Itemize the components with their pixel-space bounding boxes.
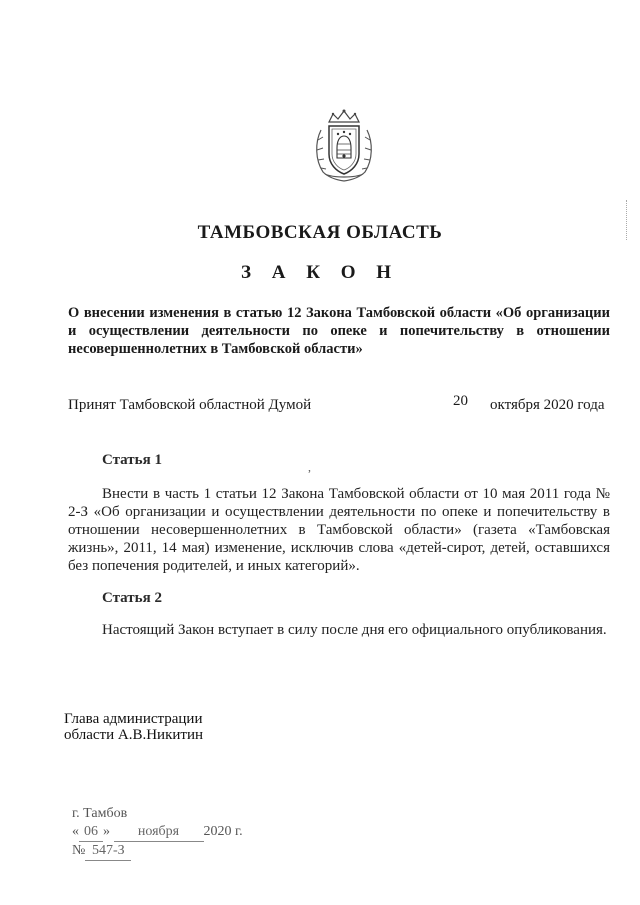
date-open-quote: « [72, 824, 79, 839]
article-2-text: Настоящий Закон вступает в силу после дня его официального опубликования. [102, 622, 607, 638]
region-title: ТАМБОВСКАЯ ОБЛАСТЬ [197, 222, 443, 243]
number-value: 547-З [85, 842, 131, 861]
article-1-text: Внести в часть 1 статьи 12 Закона Тамбовской области от 10 мая 2011 года № 2-З «Об организации и осуществлении деятельности по опеке и попечительству в отношении несовершеннолетних в Тамбовской области» (газета «Тамбовская жизнь», 2011, 14 мая) изменение, исключив слова «детей-сирот, детей, оставшихся без попечения родителей, и иных категорий». [68, 486, 610, 574]
article-2-heading: Статья 2 [102, 590, 162, 606]
signing-date [72, 823, 243, 842]
signing-month: ноября [114, 823, 204, 842]
date-close-quote: » [103, 824, 110, 839]
city: г. Тамбов [72, 806, 128, 821]
signing-year: 2020 г. [203, 824, 243, 839]
coat-of-arms-icon [313, 108, 375, 184]
place-date-number-block [72, 805, 243, 861]
adoption-month-year: октября 2020 года [490, 397, 605, 413]
adoption-day: 20 [453, 393, 468, 409]
signing-day: 06 [79, 823, 103, 842]
law-subject: О внесении изменения в статью 12 Закона Тамбовской области «Об организации и осуществлении деятельности по опеке и попечительству в отношении несовершеннолетних в Тамбовской области» [68, 305, 610, 357]
law-number [72, 842, 243, 861]
signature-title: Глава администрации [64, 711, 203, 727]
signature-block [64, 711, 203, 743]
adopted-by-text: Принят Тамбовской областной Думой [68, 397, 312, 413]
signature-name: области А.В.Никитин [64, 727, 204, 743]
stray-pen-mark: , [308, 460, 311, 474]
document-type-title: З А К О Н [240, 262, 400, 283]
number-label: № [72, 843, 86, 858]
article-1-heading: Статья 1 [102, 452, 162, 468]
